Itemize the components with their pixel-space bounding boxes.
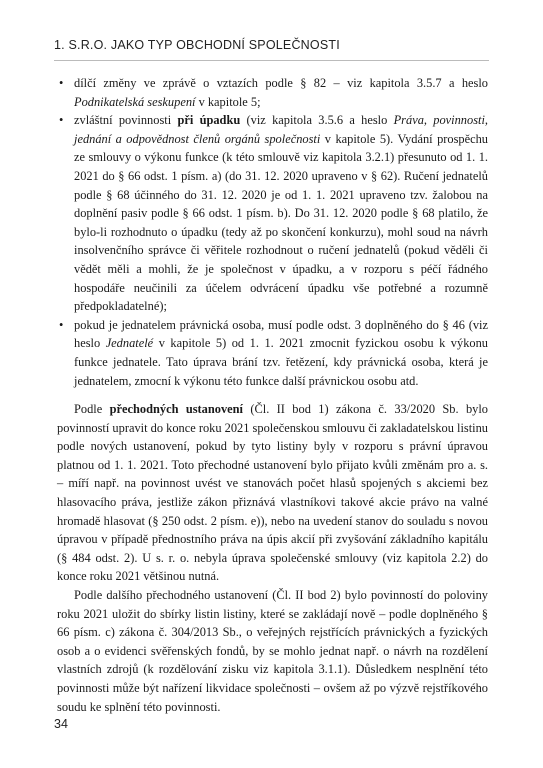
bullet-italic-ref: Jednatelé xyxy=(105,336,154,351)
bullet-bold-term: při úpadku xyxy=(177,113,241,128)
paragraph-further-provision: Podle dalšího přechodného ustanovení (Čl. II bod 2) bylo povinností do poloviny roku 2021 uložit do sbírky listin listiny, které se zakládají nově – podle doplněného § 66 písm. c) zákona č. 304/2013 Sb., o veřejných rejstřících právnických a fyzických osob a o evidenci svěřenských fondů, by se mohlo jednat např. o návrh na rozdělení vlastních zdrojů (k rozdělování zisku viz kapitola 3.1.1). Důsledkem nesplnění této povinnosti může být nařízení likvidace společnosti – ovšem až po výzvě rejstříkového soudu ke splnění této povinnosti. xyxy=(57,588,488,714)
bullet-italic-ref: Podnikatelská seskupení xyxy=(74,94,196,109)
bullet-text: pokud je jednatelem právnická osoba, musí podle odst. 3 doplněného do § 46 (viz heslo xyxy=(74,317,488,351)
bullet-list xyxy=(57,74,488,390)
paragraph-transitional-provisions xyxy=(57,400,488,586)
page-body xyxy=(57,74,488,716)
bullet-italic-ref: Práva, povinnosti, jednání a odpovědnost členů orgánů společnosti xyxy=(74,113,489,146)
bullet-item xyxy=(57,316,488,390)
running-header: 1. S.R.O. JAKO TYP OBCHODNÍ SPOLEČNOSTI xyxy=(54,38,489,61)
bullet-item xyxy=(57,111,488,316)
bullet-text: v kapitole 5) od 1. 1. 2021 zmocnit fyzickou osobu k výkonu funkce jednatele. Tato úprava brání tzv. řetězení, kdy právnická osoba, která je jednatelem, zmocní k výkonu této funkce další právnickou osobu atd. xyxy=(74,336,488,388)
bullet-text: v kapitole 5; xyxy=(195,94,261,109)
bullet-text: dílčí změny ve zprávě o vztazích podle § 82 – viz kapitola 3.5.7 a heslo xyxy=(74,76,488,90)
bullet-item xyxy=(57,74,488,111)
paragraph-text: Podle xyxy=(74,402,110,417)
paragraph-bold-term: přechodných ustanovení xyxy=(109,402,243,417)
page-number: 34 xyxy=(54,717,68,731)
bullet-text: v kapitole 5). Vydání prospěchu ze smlouvy o výkonu funkce (k této smlouvě viz kapitola 3.2.1) přesunuto od 1. 1. 2021 do § 66 odst. 1 písm. a) (do 31. 12. 2020 upraveno v § 62). Ručení jednatelů podle § 68 účinného do 31. 12. 2020 je od 1. 1. 2021 upraveno tzv. žalobou na doplnění pasiv podle § 66 odst. 1 písm. b). Do 31. 12. 2020 podle § 68 platilo, že bylo-li rozhodnuto o úpadku (tedy až po skončení konkurzu), mohl soud na návrh insolvenčního správce či věřitele rozhodnout o ručení jednatelů (pokud věděli či vědět měli a mohli, že je společnost v úpadku, a v rozporu s péčí řádného hospodáře neučinili za účelem odvrácení úpadku vše potřebné a rozumně předpokladatelné); xyxy=(74,131,488,314)
bullet-text: zvláštní povinnosti xyxy=(74,113,178,128)
paragraph-text: (Čl. II bod 1) zákona č. 33/2020 Sb. bylo povinností upravit do konce roku 2021 společenskou smlouvu či zakladatelskou listinu podle nových ustanovení, pokud by tyto listiny byly v rozporu s právní úpravou platnou od 1. 1. 2021. Toto přechodné ustanovení bylo přijato kvůli změnám pro a. s. – míří např. na povinnost uvést ve stanovách počet hlasů spojených s akciemi bez hlasovacího práva, jestliže zákon přiznává vlastníkovi takové akcie právo na valné hromadě hlasovat (§ 250 odst. 2 písm. e)), nebo na uvedení stanov do souladu s novou úpravou v případě přednostního práva na úpis akcií při zvyšování základního kapitálu (§ 484 odst. 2). U s. r. o. nebyla úprava společenské smlouvy (viz kapitola 2.2) do konce roku 2021 většinou nutná. xyxy=(57,402,488,584)
bullet-text: (viz kapitola 3.5.6 a heslo xyxy=(240,113,394,128)
